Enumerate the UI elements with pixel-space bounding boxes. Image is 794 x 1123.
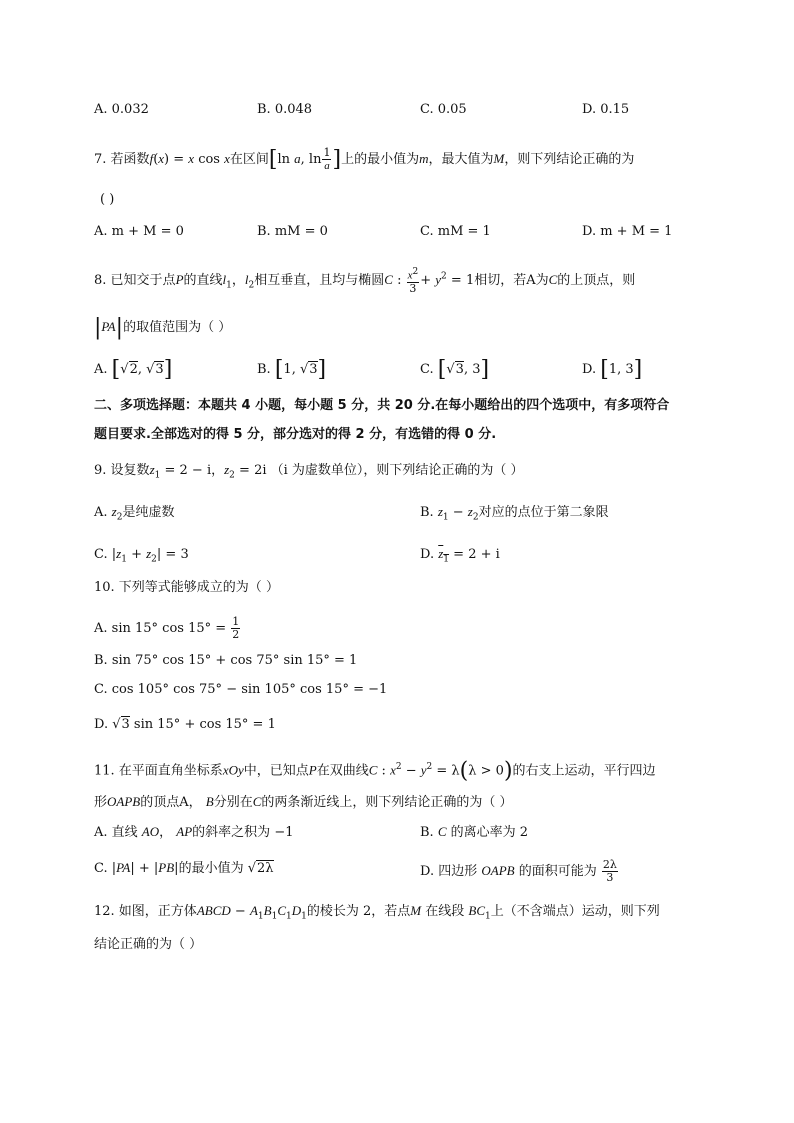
q7-paren: ( ) — [100, 192, 115, 207]
q9-stem: 9. 设复数$z_1 = 2 - i$，$z_2 = 2i$ （i 为虚数单位），则下列结论正确的为（ ） — [94, 462, 524, 481]
q7-option-c: C. mM = 1 — [420, 224, 491, 239]
q8-stem-2: |PA|的取值范围为（ ） — [94, 315, 232, 340]
q8-option-a: A. [√2, √3] — [94, 357, 173, 382]
q8-option-b: B. [1, √3] — [257, 357, 327, 382]
q8-option-d: D. [1, 3] — [582, 357, 643, 382]
section2-heading-2: 题目要求.全部选对的得 5 分，部分选对的得 2 分，有选错的得 0 分. — [94, 427, 497, 442]
q8-option-c: C. [√3, 3] — [420, 357, 490, 382]
q9-option-c: C. $|z_1 + z_2| = 3$ — [94, 546, 189, 565]
q9-option-a: A. $z_2$是纯虚数 — [94, 504, 175, 523]
q12-stem: 12. 如图，正方体ABCD − $A_1B_1C_1D_1$的棱长为 2，若点M 在线段 $BC_1$上（不含端点）运动，则下列 — [94, 903, 660, 922]
q10-option-a: A. sin 15° cos 15° = $\frac{1}{2}$ — [94, 615, 240, 641]
q7-option-b: B. mM = 0 — [257, 224, 328, 239]
q10-option-d: D. √3 sin 15° + cos 15° = 1 — [94, 717, 276, 732]
q9-option-d: D. $z_1 = 2 + i$ — [420, 546, 500, 565]
q6-option-b: B. 0.048 — [257, 102, 313, 117]
q6-option-c: C. 0.05 — [420, 102, 467, 117]
q11-option-d: D. 四边形 OAPB 的面积可能为 $\frac{2\lambda}{3}$ — [420, 858, 617, 884]
section2-heading: 二、多项选择题：本题共 4 小题，每小题 5 分，共 20 分.在每小题给出的四个选项中，有多项符合 — [94, 398, 670, 413]
q12-stem-2: 结论正确的为（ ） — [94, 937, 203, 952]
q6-option-a: A. 0.032 — [94, 102, 149, 117]
q11-option-a: A. 直线 AO， AP的斜率之积为 −1 — [94, 824, 294, 840]
q10-stem: 10. 下列等式能够成立的为（ ） — [94, 580, 279, 595]
q7-stem: 7. 若函数f(x) = x cos x在区间[ln a, ln $\frac{1}{a}$ ]上的最小值为m，最大值为M，则下列结论正确的为 — [94, 146, 635, 172]
q11-option-c: C. |PA| + |PB|的最小值为 √2λ — [94, 860, 274, 876]
q11-stem: 11. 在平面直角坐标系xOy中，已知点P在双曲线C : $x^2 - y^2 = \lambda(\lambda > 0)$的右支上运动，平行四边 — [94, 758, 656, 784]
q6-option-d: D. 0.15 — [582, 102, 630, 117]
q11-option-b: B. C 的离心率为 2 — [420, 824, 529, 840]
q9-option-b: B. $z_1 - z_2$对应的点位于第二象限 — [420, 504, 609, 523]
q7-option-d: D. m + M = 1 — [582, 224, 673, 239]
q10-option-c: C. cos 105° cos 75° − sin 105° cos 15° = −1 — [94, 682, 388, 697]
q11-stem-2: 形OAPB的顶点A， B分别在C的两条渐近线上，则下列结论正确的为（ ） — [94, 794, 513, 810]
q10-option-b: B. sin 75° cos 15° + cos 75° sin 15° = 1 — [94, 653, 358, 668]
q7-option-a: A. m + M = 0 — [94, 224, 184, 239]
q8-stem: 8. 已知交于点P的直线$l_1$，$l_2$相互垂直，且均与椭圆C : $\frac{x^2}{3}$ + $y^2 = 1$相切，若A为C的上顶点，则 — [94, 267, 636, 295]
